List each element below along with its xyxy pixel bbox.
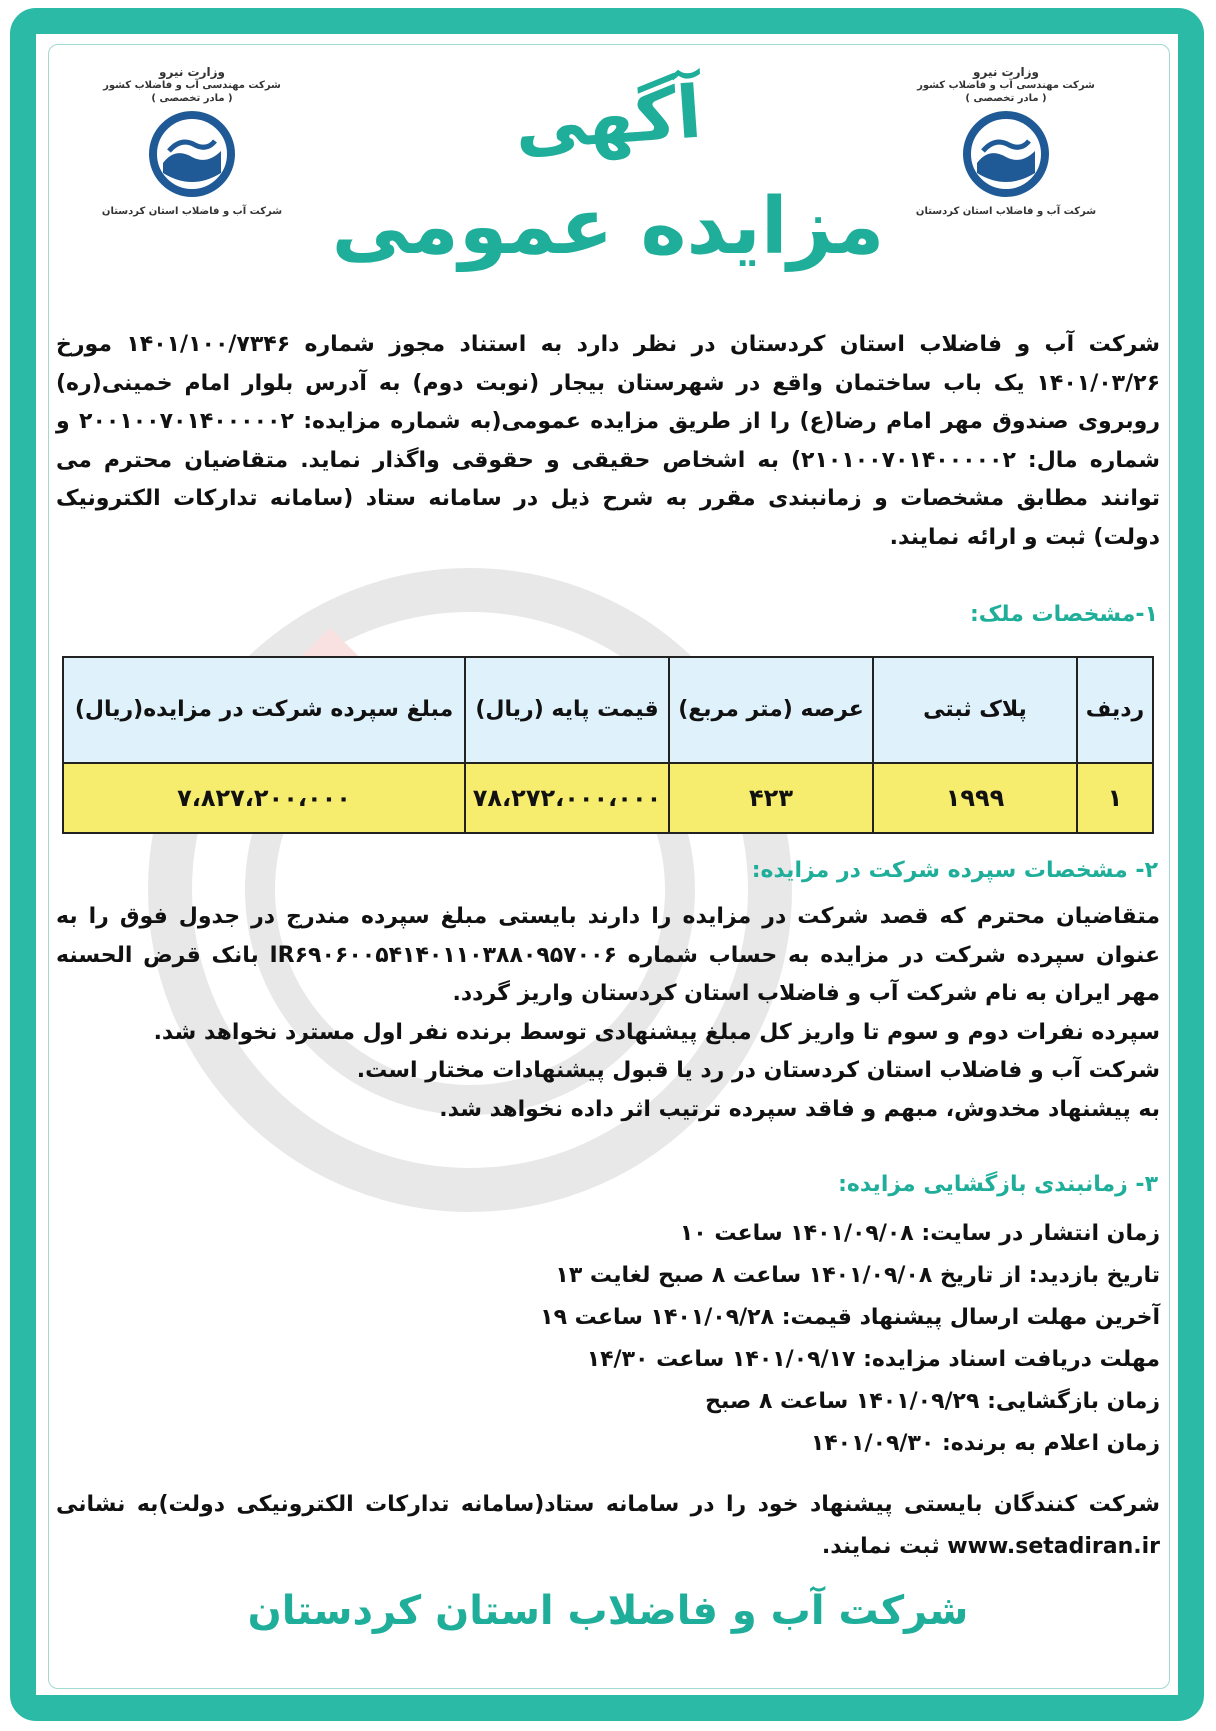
schedule-item: زمان اعلام به برنده: ۱۴۰۱/۰۹/۳۰: [810, 1431, 1160, 1456]
schedule-item: آخرین مهلت ارسال پیشنهاد قیمت: ۱۴۰۱/۰۹/۲۸ ساعت ۱۹: [540, 1305, 1160, 1330]
logo-note: ( مادر تخصصی ): [151, 93, 233, 104]
deposit-line: سپرده نفرات دوم و سوم تا واریز کل مبلغ پیشنهادی توسط برنده نفر اول مسترد نخواهد شد.: [153, 1019, 1160, 1045]
logo-company-line: شرکت مهندسی آب و فاضلاب کشور: [917, 80, 1095, 91]
deposit-paragraph: [56, 898, 1160, 1130]
header-base-price: قیمت پایه (ریال): [465, 657, 669, 763]
logo-ministry: وزارت نیرو: [973, 65, 1039, 79]
footer-company-name: شرکت آب و فاضلاب استان کردستان: [247, 1588, 969, 1634]
section2-heading: ۲- مشخصات سپرده شرکت در مزایده:: [751, 858, 1158, 883]
schedule-item: زمان انتشار در سایت: ۱۴۰۱/۰۹/۰۸ ساعت ۱۰: [679, 1221, 1160, 1246]
table-header-row: [63, 657, 1153, 763]
cell-deposit: ۷،۸۲۷،۲۰۰،۰۰۰: [63, 763, 465, 833]
schedule-item: مهلت دریافت اسناد مزایده: ۱۴۰۱/۰۹/۱۷ ساعت ۱۴/۳۰: [586, 1347, 1160, 1372]
logo-ministry: وزارت نیرو: [159, 65, 225, 79]
logo-note: ( مادر تخصصی ): [965, 93, 1047, 104]
header-registration-plate: پلاک ثبتی: [873, 657, 1077, 763]
section3-heading: ۳- زمانبندی بازگشایی مزایده:: [838, 1172, 1158, 1197]
deposit-line: به پیشنهاد مخدوش، مبهم و فاقد سپرده ترتیب اثر داده نخواهد شد.: [439, 1096, 1160, 1122]
logo-provincial: شرکت آب و فاضلاب استان کردستان: [101, 206, 283, 217]
cell-row-number: ۱: [1077, 763, 1153, 833]
title-announcement: آگهی: [511, 69, 705, 167]
cell-base-price: ۷۸،۲۷۲،۰۰۰،۰۰۰: [465, 763, 669, 833]
logo-provincial: شرکت آب و فاضلاب استان کردستان: [915, 206, 1097, 217]
header-area: عرصه (متر مربع): [669, 657, 873, 763]
schedule-item: زمان بازگشایی: ۱۴۰۱/۰۹/۲۹ ساعت ۸ صبح: [705, 1389, 1160, 1414]
logo-company-line: شرکت مهندسی آب و فاضلاب کشور: [103, 80, 281, 91]
header-row-number: ردیف: [1077, 657, 1153, 763]
schedule-list: [56, 1213, 1160, 1465]
header-deposit: مبلغ سپرده شرکت در مزایده(ریال): [63, 657, 465, 763]
closing-paragraph: شرکت کنندگان بایستی پیشنهاد خود را در سامانه ستاد(سامانه تدارکات الکترونیکی دولت)به نشانی www.setadiran.ir ثبت نمایند.: [56, 1492, 1160, 1559]
cell-area: ۴۲۳: [669, 763, 873, 833]
property-table: [62, 656, 1154, 834]
cell-registration-plate: ۱۹۹۹: [873, 763, 1077, 833]
section1-heading: ۱-مشخصات ملک:: [969, 602, 1158, 627]
schedule-item: تاریخ بازدید: از تاریخ ۱۴۰۱/۰۹/۰۸ ساعت ۸ صبح لغایت ۱۳: [555, 1263, 1160, 1288]
title-public-auction: مزایده عمومی: [331, 182, 885, 272]
table-row: [63, 763, 1153, 833]
deposit-line: شرکت آب و فاضلاب استان کردستان در رد یا قبول پیشنهادات مختار است.: [356, 1058, 1160, 1084]
intro-paragraph: شرکت آب و فاضلاب استان کردستان در نظر دارد به استناد مجوز شماره ۱۴۰۱/۱۰۰/۷۳۴۶ مورخ ۱۴۰۱/۰۳/۲۶ یک باب ساختمان واقع در شهرستان بیجار (نوبت دوم) به آدرس بلوار امام خمینی(ره) روبروی صندوق مهر امام رضا(ع) را از طریق مزایده عمومی(به شماره مزایده: ۲۰۰۱۰۰۷۰۱۴۰۰۰۰۰۲ و شماره مال: ۲۱۰۱۰۰۷۰۱۴۰۰۰۰۰۲) به اشخاص حقیقی و حقوقی واگذار نماید. متقاضیان محترم می توانند مطابق مشخصات و زمانبندی مقرر به شرح ذیل در سامانه ستاد (سامانه تدارکات الکترونیک دولت) ثبت و ارائه نمایند.: [56, 332, 1161, 550]
deposit-line: متقاضیان محترم که قصد شرکت در مزایده را دارند بایستی مبلغ سپرده مندرج در جدول فوق را به عنوان سپرده شرکت در مزایده به حساب شماره IR۶۹۰۶۰۰۵۴۱۴۰۱۱۰۳۸۸۰۹۵۷۰۰۶ بانک قرض الحسنه مهر ایران به نام شرکت آب و فاضلاب استان کردستان واریز گردد.: [56, 904, 1160, 1007]
